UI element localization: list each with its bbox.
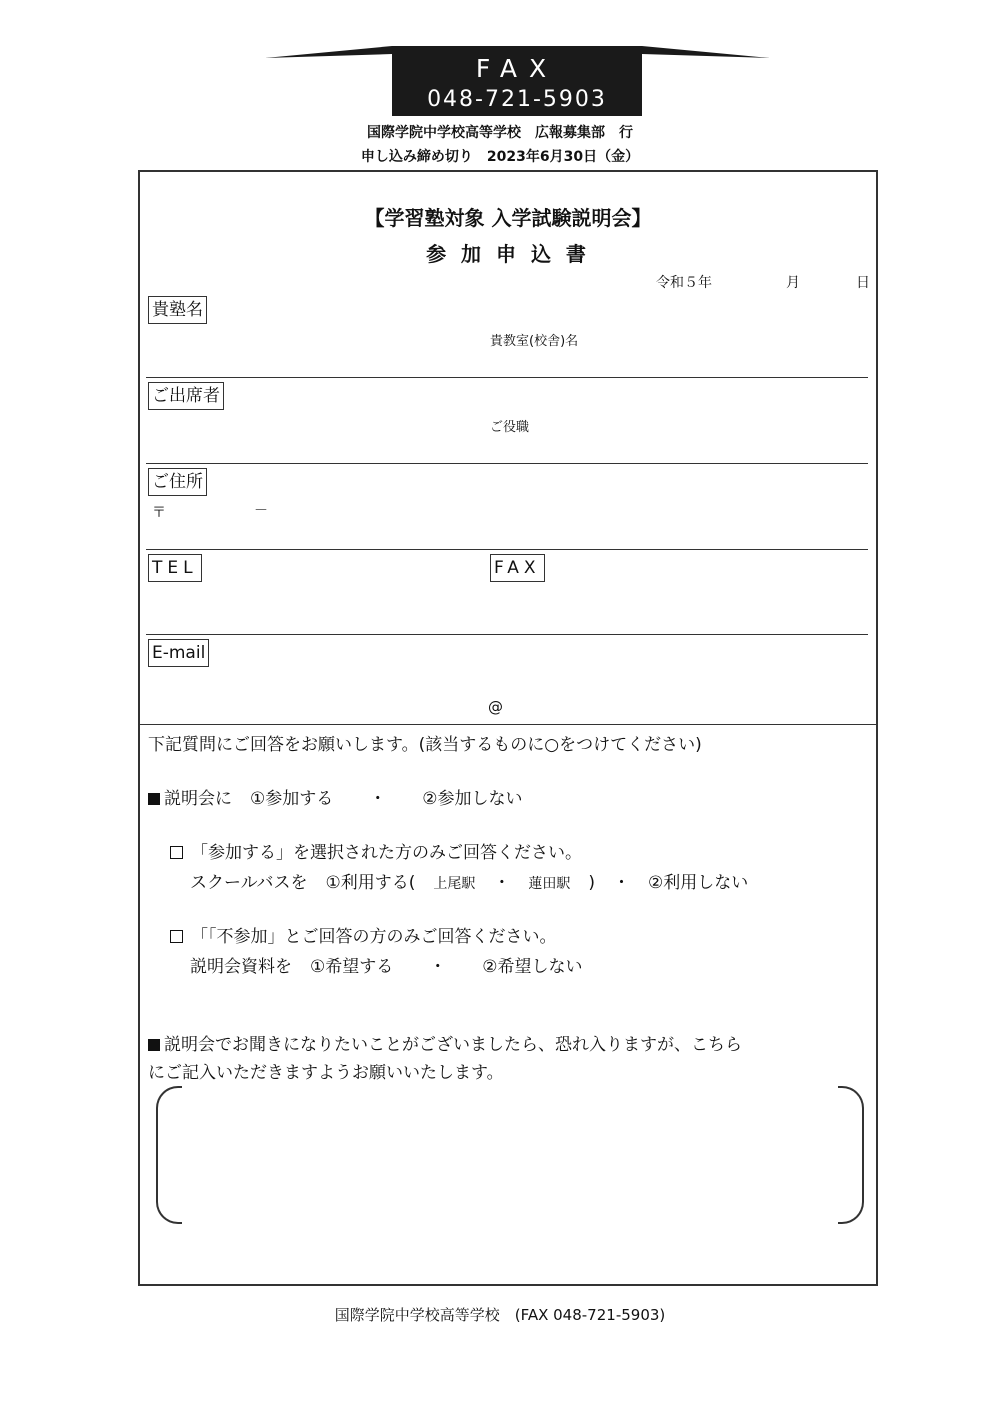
question-materials-heading [170, 922, 557, 947]
checkbox-square-icon [170, 846, 183, 859]
fax-label: FAX [490, 554, 545, 582]
q2-heading: 「参加する」を選択された方のみご回答ください。 [191, 843, 582, 863]
address-line [146, 549, 868, 550]
branch-name-label: 貴教室(校舎)名 [490, 334, 579, 349]
form-subtitle: 参 加 申 込 書 [426, 242, 590, 266]
section-divider [140, 724, 876, 725]
date-day: 日 [856, 275, 870, 291]
deadline-line: 申し込み締め切り 2023年6月30日（金） [360, 149, 640, 165]
q2-station-separator: ・ [493, 873, 511, 893]
address-label: ご住所 [148, 468, 207, 496]
position-label: ご役職 [490, 420, 530, 435]
q2-station-ageo: 上尾駅 [433, 876, 476, 892]
q2-option-use: ①利用する( [325, 873, 416, 893]
recipient-line: 国際学院中学校高等学校 広報募集部 行 [367, 125, 633, 141]
q2-close-paren: ) [588, 873, 595, 893]
q3-separator: ・ [429, 957, 447, 977]
q3-option-not-want: ②希望しない [482, 957, 583, 977]
checkbox-square-icon [170, 930, 183, 943]
q1-option-attend: ①参加する [250, 789, 334, 809]
school-name-label: 貴塾名 [148, 296, 207, 324]
fax-banner-word: FAX [475, 54, 559, 83]
q3-label: 説明会資料を [190, 957, 292, 977]
filled-square-icon [148, 793, 160, 805]
question-materials [190, 952, 583, 977]
postal-dash: － [254, 503, 268, 519]
question-attendance [148, 784, 523, 809]
tel-fax-line [146, 634, 868, 635]
q2-station-hasuda: 蓮田駅 [528, 876, 571, 892]
form-title: 【学習塾対象 入学試験説明会】 [364, 206, 652, 230]
tel-label: TEL [148, 554, 202, 582]
filled-square-icon [148, 1039, 160, 1051]
school-name-line [146, 377, 868, 378]
date-era-year: 令和５年 [656, 275, 712, 291]
fax-banner-number: 048-721-5903 [427, 87, 607, 112]
q3-heading: 「｢不参加」とご回答の方のみご回答ください。 [191, 927, 557, 947]
fax-banner [392, 52, 642, 116]
footer: 国際学院中学校高等学校 (FAX 048-721-5903) [334, 1306, 666, 1324]
question-bus [190, 868, 748, 893]
q2-separator: ・ [613, 873, 630, 893]
q3-option-want: ①希望する [310, 957, 394, 977]
email-at-mark: @ [488, 698, 503, 716]
email-label: E-mail [148, 639, 209, 667]
q1-label: 説明会に [164, 789, 232, 809]
comment-box-left-bracket [156, 1086, 182, 1224]
postal-mark: 〒 [152, 505, 166, 521]
question-bus-heading [170, 838, 582, 863]
q2-label: スクールバスを [190, 873, 308, 893]
comment-request [148, 1030, 742, 1055]
application-form [138, 170, 878, 1286]
comment-box-right-bracket [838, 1086, 864, 1224]
date-month: 月 [786, 275, 800, 291]
comment-line-1: 説明会でお聞きになりたいことがございましたら、恐れ入りますが、こちら [164, 1035, 742, 1055]
attendee-label: ご出席者 [148, 382, 224, 410]
q2-option-not-use: ②利用しない [648, 873, 749, 893]
attendee-line [146, 463, 868, 464]
q1-separator: ・ [369, 789, 387, 809]
comment-line-2: にご記入いただきますようお願いいたします。 [148, 1063, 504, 1083]
q1-option-not-attend: ②参加しない [422, 789, 523, 809]
questions-intro: 下記質問にご回答をお願いします。(該当するものに○をつけてください) [148, 735, 702, 755]
